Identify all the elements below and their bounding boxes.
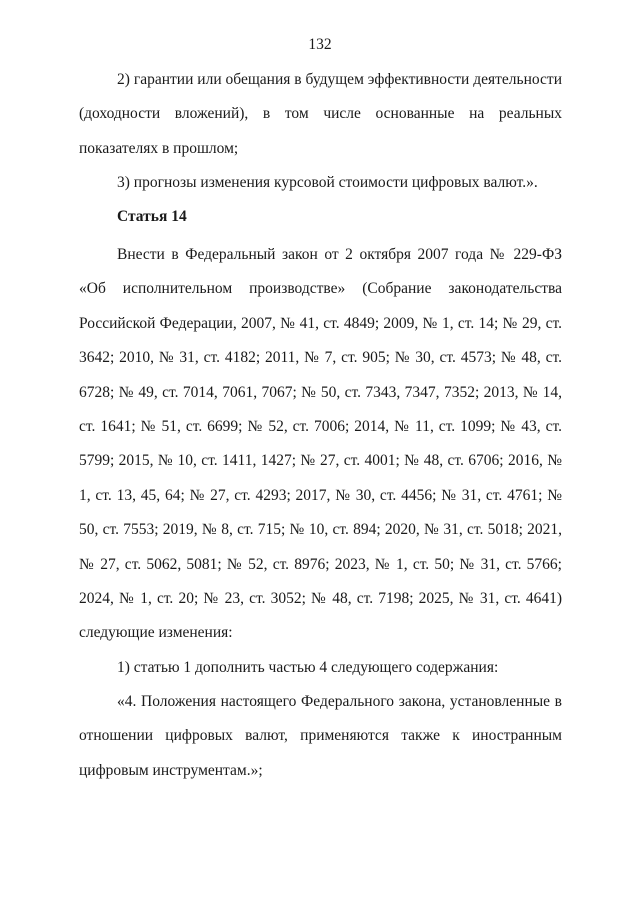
article-heading: Статья 14	[117, 208, 187, 225]
paragraph-article-body: Внести в Федеральный закон от 2 октября 2007 года № 229-ФЗ «Об исполнительном производстве» (Собрание законодательства Российской Федерации, 2007, № 41, ст. 4849; 2009, № 1, ст. 14; № 29, ст. 3642; 2010, № 31, ст. 4182; 2011, № 7, ст. 905; № 30, ст. 4573; № 48, ст. 6728; № 49, ст. 7014, 7061, 7067; № 50, ст. 7343, 7347, 7352; 2013, № 14, ст. 1641; № 51, ст. 6699; № 52, ст. 7006; 2014, № 11, ст. 1099; № 43, ст. 5799; 2015, № 10, ст. 1411, 1427; № 27, ст. 4001; № 48, ст. 6706; 2016, № 1, ст. 13, 45, 64; № 27, ст. 4293; 2017, № 30, ст. 4456; № 31, ст. 4761; № 50, ст. 7553; 2019, № 8, ст. 715; № 10, ст. 894; 2020, № 31, ст. 5018; 2021, № 27, ст. 5062, 5081; № 52, ст. 8976; 2023, № 1, ст. 50; № 31, ст. 5766; 2024, № 1, ст. 20; № 23, ст. 3052; № 48, ст. 7198; 2025, № 31, ст. 4641) следующие изменения:	[79, 246, 562, 642]
page-number: 132	[308, 36, 332, 53]
paragraph-item-2: 2) гарантии или обещания в будущем эффективности деятельности (доходности вложений), в том числе основанные на реальных показателях в прошлом;	[79, 71, 562, 157]
paragraph-change-1: 1) статью 1 дополнить частью 4 следующего содержания:	[117, 659, 499, 676]
paragraph-quoted-provision: «4. Положения настоящего Федерального закона, установленные в отношении цифровых валют, применяются также к иностранным цифровым инструментам.»;	[79, 693, 562, 779]
paragraph-item-3: 3) прогнозы изменения курсовой стоимости цифровых валют.».	[117, 174, 538, 191]
